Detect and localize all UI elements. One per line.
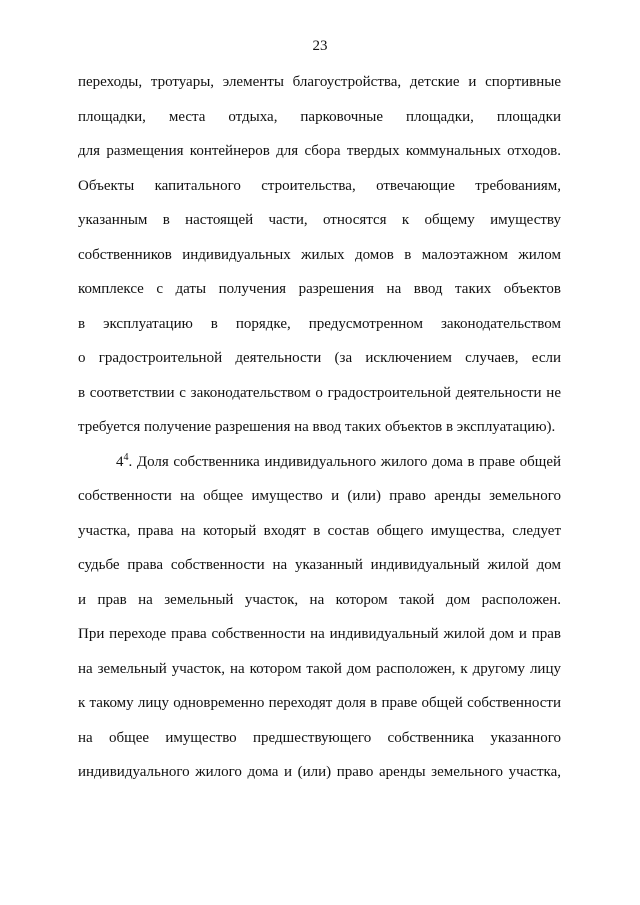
text-line: к такому лицу одновременно переходят доля в праве общей собственности <box>78 695 561 711</box>
item-number-superscript: 4 <box>123 451 129 463</box>
text-line: и прав на земельный участок, на котором такой дом расположен. <box>78 591 561 608</box>
text-line: При переходе права собственности на индивидуальный жилой дом и прав <box>78 626 561 642</box>
text-line: комплексе с даты получения разрешения на ввод таких объектов <box>78 281 561 297</box>
text-line: собственников индивидуальных жилых домов в малоэтажном жилом <box>78 246 561 263</box>
text-line: судьбе права собственности на указанный индивидуальный жилой дом <box>78 557 561 573</box>
item-number: 4 <box>116 453 124 470</box>
text-line: требуется получение разрешения на ввод таких объектов в эксплуатацию). <box>78 419 556 435</box>
page-number: 23 <box>312 38 328 54</box>
text-line: Объекты капитального строительства, отвечающие требованиям, <box>78 177 561 194</box>
text-line: индивидуального жилого дома и (или) право аренды земельного участка, <box>78 764 561 780</box>
first-line-text: . Доля собственника индивидуального жилого дома в праве общей <box>128 453 561 470</box>
text-line: участка, права на который входят в состав общего имущества, следует <box>78 522 561 539</box>
text-line: собственности на общее имущество и (или) право аренды земельного <box>78 488 561 504</box>
text-line: о градостроительной деятельности (за исключением случаев, если <box>78 350 561 366</box>
text-line: на земельный участок, на котором такой дом расположен, к другому лицу <box>78 660 561 677</box>
text-line: в соответствии с законодательством о градостроительной деятельности не <box>78 384 561 401</box>
text-line: для размещения контейнеров для сбора твердых коммунальных отходов. <box>78 143 561 159</box>
text-line: на общее имущество предшествующего собственника указанного <box>78 729 561 746</box>
paragraph-first-line <box>78 452 561 487</box>
text-line: в эксплуатацию в порядке, предусмотренном законодательством <box>78 315 561 332</box>
document-body <box>78 72 561 797</box>
text-line: переходы, тротуары, элементы благоустройства, детские и спортивные <box>78 74 561 90</box>
paragraph-1 <box>78 72 561 452</box>
paragraph-2 <box>78 452 561 797</box>
text-line: указанным в настоящей части, относятся к общему имуществу <box>78 212 561 228</box>
text-line: площадки, места отдыха, парковочные площадки, площадки <box>78 108 561 125</box>
